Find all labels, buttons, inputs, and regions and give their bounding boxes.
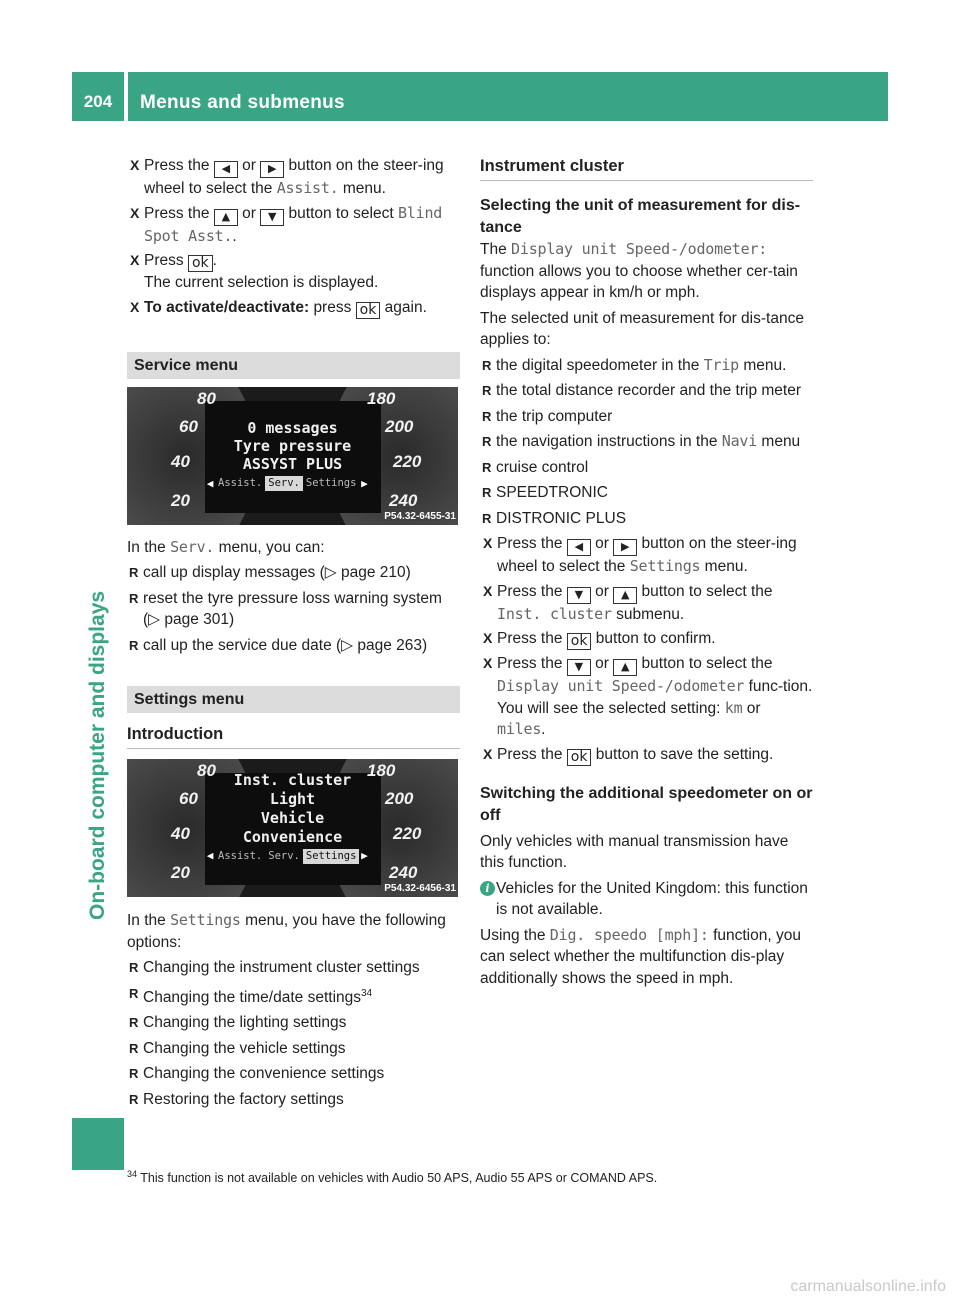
list-item: R Changing the lighting settings xyxy=(127,1012,460,1034)
list-item: R reset the tyre pressure loss warning system (▷ page 301) xyxy=(127,588,460,631)
display-line: Convenience xyxy=(242,828,343,846)
introduction-heading: Introduction xyxy=(127,723,460,749)
menu-left-arrow-icon: ◀ xyxy=(206,476,214,490)
display-line: 0 messages xyxy=(247,418,338,437)
unit-paragraph-2: The selected unit of measurement for dis-tance applies to: xyxy=(480,309,804,348)
dial-number: 200 xyxy=(385,789,414,808)
step-select-blind-spot: X Press the ▲ or ▼ button to select Blind Spot Asst.. xyxy=(127,203,460,248)
down-arrow-key-icon: ▼ xyxy=(260,209,284,226)
step-result: The current selection is displayed. xyxy=(144,274,379,291)
step-confirm: X Press the ok button to confirm. xyxy=(480,628,813,650)
dial-number: 40 xyxy=(171,824,190,843)
ok-key-icon: ok xyxy=(567,633,592,650)
list-item: R Restoring the factory settings xyxy=(127,1089,460,1111)
dial-number: 220 xyxy=(393,824,422,843)
image-code: P54.32-6455-31 xyxy=(384,510,456,522)
settings-intro: In the Settings menu, you have the following options: xyxy=(127,911,446,951)
dial-number: 200 xyxy=(385,416,414,436)
code-serv: Serv. xyxy=(170,537,215,556)
left-arrow-key-icon: ◀ xyxy=(567,539,591,556)
display-line: Light xyxy=(269,790,316,808)
right-arrow-key-icon: ▶ xyxy=(613,539,637,556)
list-item: R call up the service due date (▷ page 263) xyxy=(127,635,460,657)
speedo-paragraph-1: Only vehicles with manual transmission have this function. xyxy=(480,832,789,871)
dial-number: 180 xyxy=(367,388,396,408)
right-column xyxy=(480,155,813,993)
speedo-paragraph-2: Using the Dig. speedo [mph]: function, you can select whether the multifunction dis-play additionally shows the speed in mph. xyxy=(480,925,801,987)
code-assist: Assist. xyxy=(276,179,339,197)
footnote-text: This function is not available on vehicles with Audio 50 APS, Audio 55 APS or COMAND APS. xyxy=(140,1171,658,1186)
list-item: R the trip computer xyxy=(480,406,813,428)
list-item: R call up display messages (▷ page 210) xyxy=(127,562,460,584)
step-select-assist: X Press the ◀ or ▶ button on the steer-ing wheel to select the Assist. menu. xyxy=(127,155,460,200)
image-code: P54.32-6456-31 xyxy=(384,883,456,894)
dial-number: 60 xyxy=(179,789,198,808)
dial-number: 80 xyxy=(197,761,216,780)
side-tab xyxy=(86,540,110,920)
service-intro: In the Serv. menu, you can: xyxy=(127,537,325,556)
menu-left-arrow-icon: ◀ xyxy=(206,849,214,863)
menu-item-serv: Serv. xyxy=(268,849,300,862)
service-menu-heading: Service menu xyxy=(127,352,460,379)
menu-item-serv: Serv. xyxy=(265,476,303,491)
speedo-heading: Switching the additional speedometer on or off xyxy=(480,784,813,824)
info-icon: i xyxy=(480,881,495,896)
settings-menu-heading: Settings menu xyxy=(127,686,460,713)
cluster-image-service xyxy=(127,387,458,525)
dial-number: 240 xyxy=(389,863,418,882)
footnote-ref: 34 xyxy=(361,987,373,999)
menu-item-assist: Assist. xyxy=(218,849,263,862)
chapter-title: Menus and submenus xyxy=(140,92,345,113)
list-item: R the navigation instructions in the Navi menu xyxy=(480,431,813,453)
watermark: carmanualsonline.info xyxy=(790,1278,946,1295)
up-arrow-key-icon: ▲ xyxy=(214,209,238,226)
step-activate: X To activate/deactivate: press ok again. xyxy=(127,297,460,319)
step-save: X Press the ok button to save the setting. xyxy=(480,744,813,766)
side-tab-marker xyxy=(72,1118,124,1170)
list-item: R the digital speedometer in the Trip menu. xyxy=(480,355,813,377)
down-arrow-key-icon: ▼ xyxy=(567,587,591,604)
list-item: R SPEEDTRONIC xyxy=(480,482,813,504)
list-item: R cruise control xyxy=(480,457,813,479)
down-arrow-key-icon: ▼ xyxy=(567,659,591,676)
display-line: Vehicle xyxy=(260,809,325,827)
step-result: You will see the selected setting: km or miles. xyxy=(497,698,761,738)
list-item: R Changing the vehicle settings xyxy=(127,1038,460,1060)
display-menu-bar xyxy=(205,475,381,493)
up-arrow-key-icon: ▲ xyxy=(613,587,637,604)
menu-item-assist: Assist. xyxy=(218,477,263,489)
cluster-image-settings xyxy=(127,759,458,897)
display-menu-bar xyxy=(205,847,381,865)
up-arrow-key-icon: ▲ xyxy=(613,659,637,676)
list-item: R Changing the convenience settings xyxy=(127,1063,460,1085)
dial-number: 40 xyxy=(171,451,190,471)
step-select-inst-cluster: X Press the ▼ or ▲ button to select the Inst. cluster submenu. xyxy=(480,581,813,626)
page-number: 204 xyxy=(83,92,113,111)
side-tab-label: On-board computer and displays xyxy=(86,590,109,920)
code-display-unit: Display unit Speed-/odometer: xyxy=(511,240,768,258)
dial-number: 60 xyxy=(179,416,198,436)
dial-number: 180 xyxy=(367,761,396,780)
list-item: R Changing the time/date settings$^{34}$ xyxy=(127,983,460,1009)
footnote xyxy=(127,1165,827,1187)
info-note: i Vehicles for the United Kingdom: this function is not available. xyxy=(480,878,813,921)
code-blind-spot: Blind Spot Asst. xyxy=(144,203,443,245)
left-column xyxy=(127,155,460,1114)
menu-right-arrow-icon: ▶ xyxy=(361,476,368,490)
dial-number: 80 xyxy=(197,388,216,408)
display-line: Tyre pressure xyxy=(233,436,352,455)
code-settings: Settings xyxy=(170,911,241,929)
step-press-ok: X Press ok . The current selection is displayed. xyxy=(127,250,460,294)
list-item: R DISTRONIC PLUS xyxy=(480,508,813,530)
unit-heading: Selecting the unit of measurement for dis-tance xyxy=(480,197,801,236)
unit-paragraph-1: The Display unit Speed-/odometer: function allows you to choose whether cer-tain displays appear in km/h or mph. xyxy=(480,240,798,301)
list-item: R Changing the instrument cluster settings xyxy=(127,957,460,979)
dial-number: 220 xyxy=(393,451,422,471)
dial-number: 240 xyxy=(389,490,418,510)
step-select-display-unit: X Press the ▼ or ▲ button to select the Display unit Speed-/odometer func-tion. You will see the selected setting: km or miles. xyxy=(480,653,813,741)
menu-item-settings: Settings xyxy=(305,477,357,489)
ok-key-icon: ok xyxy=(188,255,213,272)
list-item: R the total distance recorder and the trip meter xyxy=(480,380,813,402)
ok-key-icon: ok xyxy=(567,749,592,766)
display-line: ASSYST PLUS xyxy=(242,454,343,473)
dial-number: 20 xyxy=(171,863,190,882)
header-divider xyxy=(124,72,128,121)
right-arrow-key-icon: ▶ xyxy=(260,161,284,178)
ok-key-icon: ok xyxy=(356,302,381,319)
instrument-cluster-heading: Instrument cluster xyxy=(480,155,813,181)
menu-right-arrow-icon: ▶ xyxy=(361,849,368,863)
display-line: Inst. cluster xyxy=(233,771,352,789)
step-select-settings: X Press the ◀ or ▶ button on the steer-ing wheel to select the Settings menu. xyxy=(480,533,813,578)
dial-number: 20 xyxy=(171,490,190,510)
footnote-number: 34 xyxy=(127,1169,138,1179)
menu-item-settings: Settings xyxy=(303,849,360,864)
left-arrow-key-icon: ◀ xyxy=(214,161,238,178)
